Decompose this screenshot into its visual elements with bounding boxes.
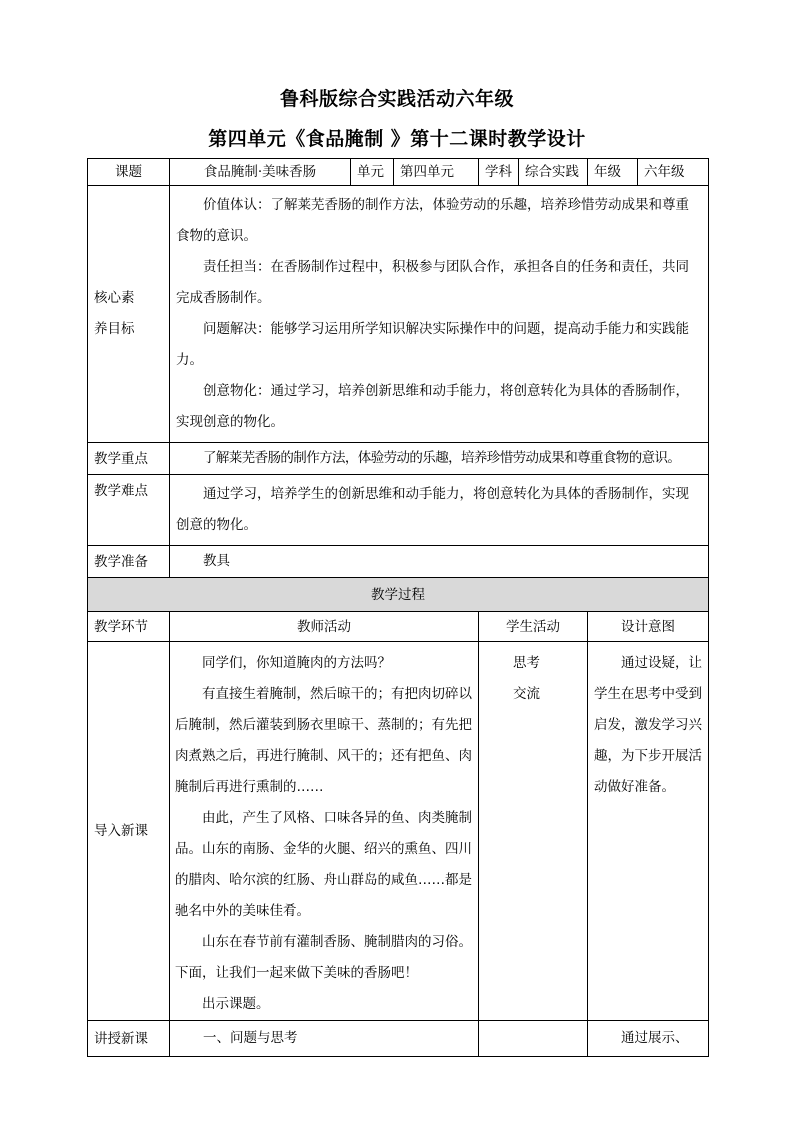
lesson-plan-table: [87, 158, 709, 1057]
literacy-item: 问题解决：能够学习运用所学知识解决实际操作中的问题，提高动手能力和实践能力。: [176, 321, 689, 368]
subject-label: 学科: [479, 159, 519, 186]
key-point-text: 了解莱芜香肠的制作方法，体验劳动的乐趣，培养珍惜劳动成果和尊重食物的意识。: [170, 443, 709, 475]
topic-value: 食品腌制·美味香肠: [170, 159, 351, 186]
subject-value: 综合实践: [519, 159, 588, 186]
intro-intent: 通过设疑，让学生在思考中受到启发，激发学习兴趣，为下步开展活动做好准备。: [588, 642, 709, 1021]
grade-value: 六年级: [638, 159, 709, 186]
intro-row: [88, 642, 709, 1021]
intro-student: [479, 642, 588, 1021]
literacy-item: 责任担当：在香肠制作过程中，积极参与团队合作，承担各自的任务和责任，共同完成香肠制作。: [176, 259, 689, 306]
process-header-row: [88, 578, 709, 612]
new-lesson-student: [479, 1021, 588, 1057]
teacher-paragraph: 有直接生着腌制，然后晾干的；有把肉切碎以后腌制，然后灌装到肠衣里晾干、蒸制的；有先把肉煮熟之后，再进行腌制、风干的；还有把鱼、肉腌制后再进行熏制的……: [175, 686, 472, 795]
teacher-paragraph: 山东在春节前有灌制香肠、腌制腊肉的习俗。下面，让我们一起来做下美味的香肠吧！: [175, 934, 472, 981]
grade-label: 年级: [588, 159, 638, 186]
new-lesson-stage: 讲授新课: [88, 1021, 170, 1057]
document-subtitle: 第四单元《食品腌制 》第十二课时教学设计: [208, 128, 586, 150]
column-intent: 设计意图: [588, 612, 709, 642]
student-activity: 思考: [513, 655, 540, 671]
student-activity: 交流: [513, 686, 540, 702]
preparation-label: 教学准备: [88, 546, 170, 578]
difficulty-text: 通过学习，培养学生的创新思维和动手能力，将创意转化为具体的香肠制作，实现创意的物化。: [170, 475, 709, 546]
column-student: 学生活动: [479, 612, 588, 642]
column-header-row: [88, 612, 709, 642]
column-teacher: 教师活动: [170, 612, 479, 642]
column-stage: 教学环节: [88, 612, 170, 642]
new-lesson-row: [88, 1021, 709, 1057]
literacy-label: 核心素养目标: [88, 186, 170, 443]
key-point-row: [88, 443, 709, 475]
literacy-content: [170, 186, 709, 443]
topic-label: 课题: [88, 159, 170, 186]
document-title: 鲁科版综合实践活动六年级: [279, 88, 514, 110]
info-row: [88, 159, 709, 186]
literacy-item: 价值体认：了解莱芜香肠的制作方法，体验劳动的乐趣，培养珍惜劳动成果和尊重食物的意识。: [176, 197, 689, 244]
new-lesson-teacher: 一、问题与思考: [170, 1021, 479, 1057]
new-lesson-intent: 通过展示、: [588, 1021, 709, 1057]
preparation-text: 教具: [170, 546, 709, 578]
unit-value: 第四单元: [394, 159, 479, 186]
difficulty-label: 教学难点: [88, 475, 170, 546]
unit-label: 单元: [351, 159, 394, 186]
literacy-item: 创意物化：通过学习，培养创新思维和动手能力，将创意转化为具体的香肠制作，实现创意的物化。: [176, 383, 689, 430]
literacy-row: [88, 186, 709, 443]
teacher-paragraph: 由此，产生了风格、口味各异的鱼、肉类腌制品。山东的南肠、金华的火腿、绍兴的熏鱼、四川的腊肉、哈尔滨的红肠、舟山群岛的咸鱼……都是驰名中外的美味佳肴。: [175, 810, 472, 919]
intro-teacher: [170, 642, 479, 1021]
intro-stage: 导入新课: [88, 642, 170, 1021]
teacher-paragraph: 出示课题。: [202, 996, 270, 1012]
teacher-paragraph: 同学们，你知道腌肉的方法吗？: [202, 655, 391, 671]
key-point-label: 教学重点: [88, 443, 170, 475]
preparation-row: [88, 546, 709, 578]
difficulty-row: [88, 475, 709, 546]
process-header: 教学过程: [88, 578, 709, 612]
